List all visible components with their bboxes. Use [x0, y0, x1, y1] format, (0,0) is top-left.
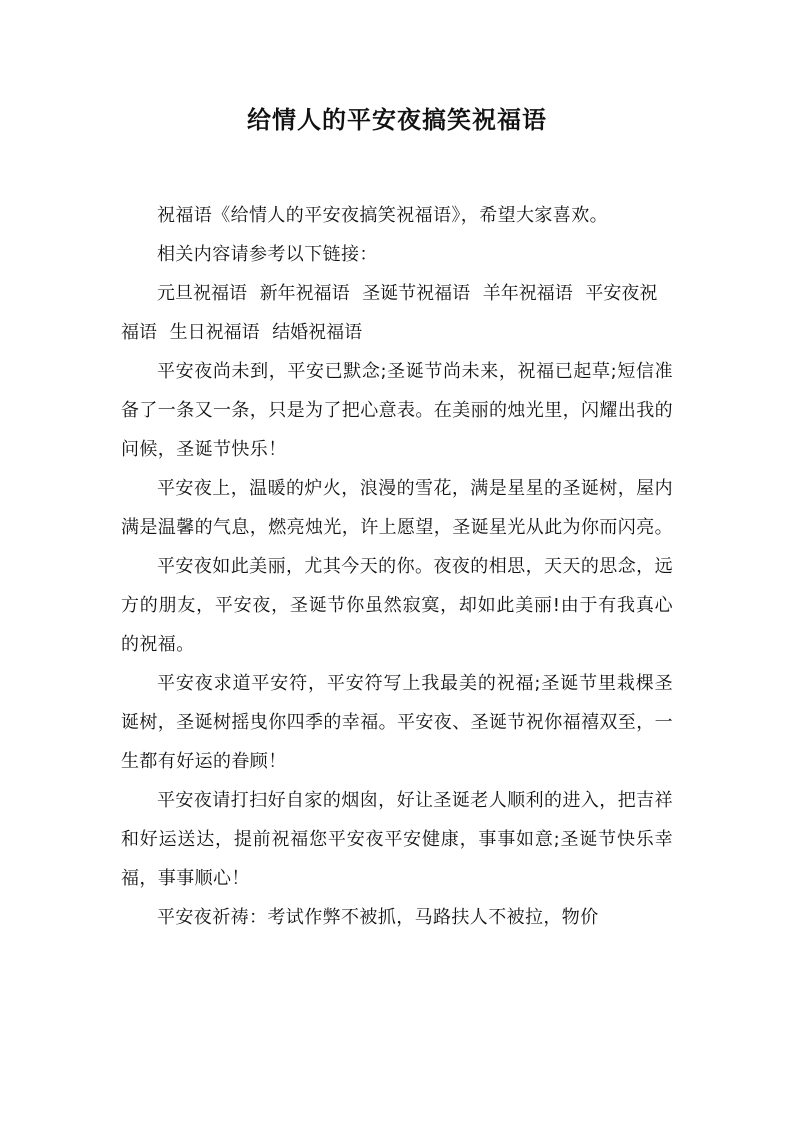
- related-links: [121, 274, 673, 352]
- paragraph-6: 平安夜祈祷：考试作弊不被抓，马路扶人不被拉，物价: [157, 907, 599, 928]
- links-label: 相关内容请参考以下链接：: [157, 244, 378, 265]
- paragraph-3: 平安夜如此美丽，尤其今天的你。夜夜的相思，天天的思念，远方的朋友，平安夜，圣诞节你虽然寂寞，却如此美丽!由于有我真心的祝福。: [121, 556, 673, 655]
- link-shengdan[interactable]: 圣诞节祝福语: [362, 283, 471, 304]
- paragraph-4: 平安夜求道平安符，平安符写上我最美的祝福;圣诞节里栽棵圣诞树，圣诞树摇曳你四季的幸福。平安夜、圣诞节祝你福禧双至，一生都有好运的眷顾！: [121, 673, 673, 772]
- intro-paragraph: 祝福语《给情人的平安夜搞笑祝福语》，希望大家喜欢。: [157, 205, 608, 226]
- link-yangnian[interactable]: 羊年祝福语: [482, 283, 573, 304]
- link-yuandan[interactable]: 元旦祝福语: [157, 283, 247, 304]
- paragraph-5: 平安夜请打扫好自家的烟囱，好让圣诞老人顺利的进入，把吉祥和好运送达，提前祝福您平安夜平安健康，事事如意;圣诞节快乐幸福，事事顺心！: [121, 790, 673, 889]
- document-title: 给情人的平安夜搞笑祝福语: [247, 106, 547, 134]
- paragraph-2: 平安夜上，温暖的炉火，浪漫的雪花，满是星星的圣诞树，屋内满是温馨的气息，燃亮烛光，许上愿望，圣诞星光从此为你而闪亮。: [121, 478, 673, 538]
- paragraph-1: 平安夜尚未到，平安已默念;圣诞节尚未来，祝福已起草;短信准备了一条又一条，只是为了把心意表。在美丽的烛光里，闪耀出我的问候，圣诞节快乐！: [121, 361, 673, 460]
- link-xinnian[interactable]: 新年祝福语: [259, 283, 350, 304]
- document-body: [121, 196, 673, 937]
- link-jiehun[interactable]: 结婚祝福语: [272, 322, 363, 343]
- link-pinganye[interactable]: 平安夜祝福语: [121, 283, 658, 343]
- link-shengri[interactable]: 生日祝福语: [169, 322, 260, 343]
